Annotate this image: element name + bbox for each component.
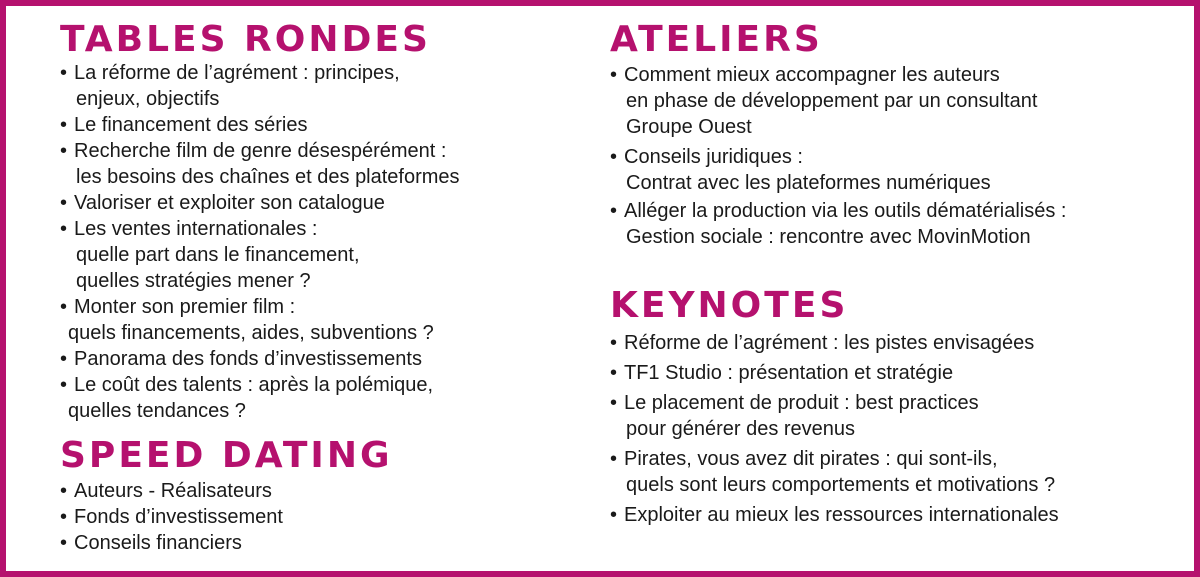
section-tables-rondes [60, 20, 460, 424]
list-item-line: quels financements, aides, subventions ? [68, 322, 434, 344]
list-keynotes [610, 330, 1059, 528]
list-item [60, 112, 460, 138]
list-item [610, 144, 1066, 196]
list-item [610, 446, 1059, 498]
heading-keynotes: KEYNOTES [610, 285, 849, 326]
list-ateliers [610, 62, 1066, 250]
list-item-line: pour générer des revenus [626, 418, 856, 440]
list-item-line: • Exploiter au mieux les ressources internationales [624, 504, 1059, 526]
list-item [610, 502, 1059, 528]
list-item-line: enjeux, objectifs [76, 88, 220, 110]
list-item-line: • Valoriser et exploiter son catalogue [74, 192, 385, 214]
list-item [60, 216, 460, 294]
list-item [60, 190, 460, 216]
list-item-line: quelles stratégies mener ? [76, 270, 311, 292]
list-item-line: en phase de développement par un consultant [626, 90, 1038, 112]
list-item [60, 478, 393, 504]
list-item-line: Gestion sociale : rencontre avec MovinMotion [626, 226, 1031, 248]
heading-speed-dating: SPEED DATING [60, 435, 393, 476]
list-item-line: • Fonds d’investissement [74, 506, 283, 528]
list-item-line: quelles tendances ? [68, 400, 246, 422]
list-item [610, 198, 1066, 250]
list-item [60, 346, 460, 372]
list-item-line: Contrat avec les plateformes numériques [626, 172, 991, 194]
list-item [610, 330, 1059, 356]
list-item-line: quels sont leurs comportements et motivations ? [626, 474, 1056, 496]
list-item-line: • Monter son premier film : [74, 296, 296, 318]
list-item-line: • Le placement de produit : best practices [624, 392, 979, 414]
list-item-line: • TF1 Studio : présentation et stratégie [624, 362, 954, 384]
list-item-line: quelle part dans le financement, [76, 244, 360, 266]
list-item [60, 530, 393, 556]
section-ateliers [610, 20, 1066, 250]
list-item [610, 62, 1066, 140]
list-item-line: • Conseils juridiques : [624, 146, 803, 168]
list-item-line: • Comment mieux accompagner les auteurs [624, 64, 1000, 86]
list-item-line: • Pirates, vous avez dit pirates : qui sont-ils, [624, 448, 998, 470]
heading-tables-rondes: TABLES RONDES [60, 19, 431, 60]
list-item-line: • Auteurs - Réalisateurs [74, 480, 272, 502]
list-item-line: • Conseils financiers [74, 532, 242, 554]
list-item [60, 504, 393, 530]
heading-ateliers: ATELIERS [610, 19, 823, 60]
list-item-line: • Recherche film de genre désespérément : [74, 140, 447, 162]
list-item-line: • Alléger la production via les outils dématérialisés : [624, 200, 1067, 222]
list-item [60, 60, 460, 112]
list-speed-dating [60, 478, 393, 556]
list-item-line: Groupe Ouest [626, 116, 752, 138]
list-item-line: • Le coût des talents : après la polémique, [74, 374, 434, 396]
list-item [610, 360, 1059, 386]
section-keynotes [610, 286, 1059, 528]
section-speed-dating [60, 436, 393, 556]
list-item-line: • Les ventes internationales : [74, 218, 318, 240]
list-item-line: • Réforme de l’agrément : les pistes envisagées [624, 332, 1035, 354]
list-item-line: • La réforme de l’agrément : principes, [74, 62, 400, 84]
list-tables-rondes [60, 60, 460, 424]
list-item-line: • Panorama des fonds d’investissements [74, 348, 422, 370]
list-item [60, 372, 460, 424]
list-item [60, 138, 460, 190]
list-item [60, 294, 460, 346]
list-item-line: • Le financement des séries [74, 114, 308, 136]
list-item-line: les besoins des chaînes et des plateformes [76, 166, 460, 188]
list-item [610, 390, 1059, 442]
